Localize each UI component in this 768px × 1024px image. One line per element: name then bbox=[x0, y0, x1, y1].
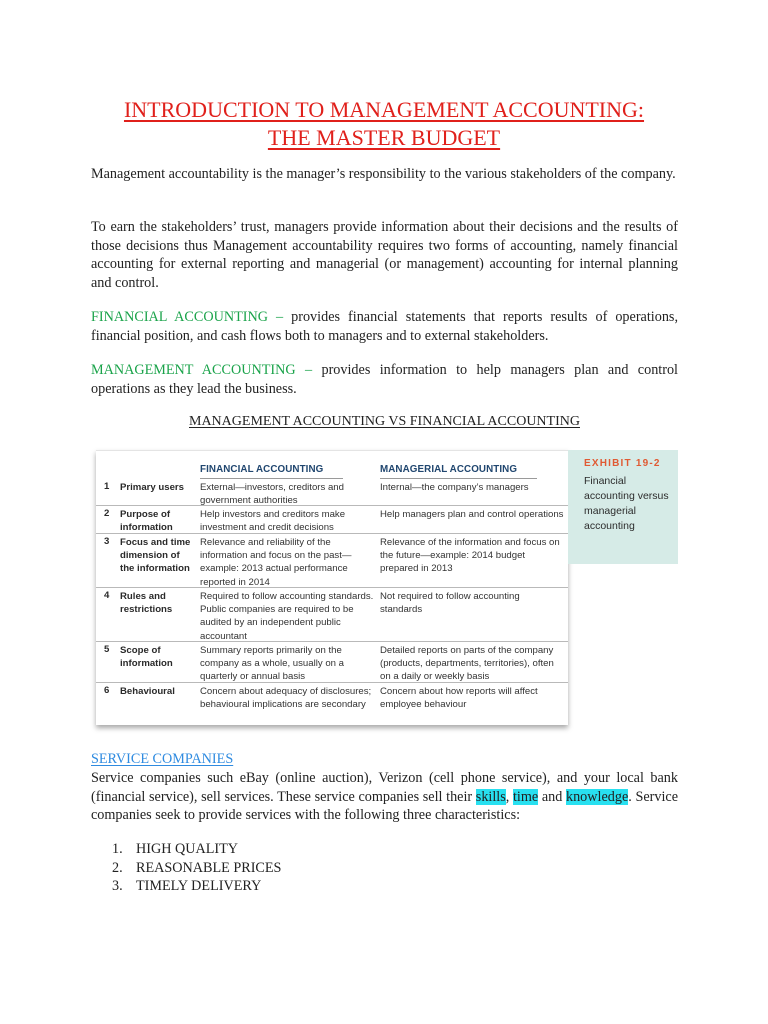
row-label: Behavioural bbox=[120, 686, 175, 697]
row-label: Purpose of information bbox=[120, 509, 173, 534]
exhibit-row bbox=[96, 505, 568, 534]
exhibit-row bbox=[96, 682, 568, 711]
row-label: Primary users bbox=[120, 482, 184, 493]
row-managerial: Help managers plan and control operations bbox=[380, 509, 564, 520]
row-label: Focus and time dimension of the information bbox=[120, 537, 191, 575]
column-header-financial: FINANCIAL ACCOUNTING bbox=[200, 464, 324, 475]
row-number: 4 bbox=[104, 590, 110, 601]
row-managerial: Concern about how reports will affect employee behaviour bbox=[380, 686, 538, 711]
row-number: 5 bbox=[104, 644, 110, 655]
row-managerial: Detailed reports on parts of the company (products, departments, territories), often on a daily or weekly basis bbox=[380, 645, 554, 683]
row-label: Scope of information bbox=[120, 645, 173, 670]
management-accounting-lead: MANAGEMENT ACCOUNTING – bbox=[91, 362, 313, 378]
list-number: 1. bbox=[112, 841, 123, 857]
page-title bbox=[60, 96, 708, 152]
title-line-1: INTRODUCTION TO MANAGEMENT ACCOUNTING: bbox=[123, 97, 645, 122]
row-number: 3 bbox=[104, 536, 110, 547]
highlight-time: time bbox=[512, 788, 539, 805]
highlight-knowledge: knowledge bbox=[565, 788, 629, 805]
list-text: REASONABLE PRICES bbox=[136, 859, 282, 876]
list-number: 2. bbox=[112, 859, 123, 876]
column-header-managerial: MANAGERIAL ACCOUNTING bbox=[380, 464, 518, 475]
row-number: 2 bbox=[104, 508, 110, 519]
title-line-2: THE MASTER BUDGET bbox=[267, 125, 501, 150]
characteristics-list bbox=[112, 840, 281, 896]
list-text: TIMELY DELIVERY bbox=[136, 878, 262, 894]
service-text-start: Service companies such eBay (online auction), Verizon (cell phone service), and your local bank (financial service), sell services. These service companies sell their bbox=[91, 770, 678, 805]
row-managerial: Internal—the company’s managers bbox=[380, 482, 529, 493]
exhibit-row bbox=[96, 533, 568, 588]
row-managerial: Relevance of the information and focus on the future—example: 2014 budget prepared in 2013 bbox=[380, 537, 560, 575]
row-managerial: Not required to follow accounting standards bbox=[380, 591, 520, 616]
row-financial: Relevance and reliability of the information and focus on the past—example: 2013 actual performance reported in 2014 bbox=[200, 537, 352, 588]
list-text: HIGH QUALITY bbox=[136, 841, 239, 857]
paragraph-management-accounting bbox=[91, 361, 678, 398]
list-item bbox=[112, 859, 281, 878]
row-label: Rules and restrictions bbox=[120, 591, 173, 616]
paragraph-service-companies bbox=[91, 769, 678, 825]
exhibit-row bbox=[96, 641, 568, 683]
management-accounting-text: provides information to help managers plan and control operations as they lead the business. bbox=[91, 362, 678, 397]
service-separator: and bbox=[538, 788, 566, 805]
row-financial: Required to follow accounting standards. Public companies are required to be audited by an independent public accountant bbox=[200, 591, 374, 642]
row-financial: Help investors and creditors make investment and credit decisions bbox=[200, 509, 346, 534]
exhibit-row bbox=[96, 587, 568, 642]
paragraph-financial-accounting bbox=[91, 308, 678, 345]
row-financial: Concern about adequacy of disclosures; behavioural implications are secondary bbox=[200, 686, 372, 711]
paragraph-accountability: Management accountability is the manager’s responsibility to the various stakeholders of the company. bbox=[91, 166, 676, 182]
service-separator: , bbox=[505, 788, 513, 805]
exhibit-caption-panel bbox=[568, 450, 678, 564]
paragraph-stakeholders: To earn the stakeholders’ trust, managers provide information about their decisions and the results of those decisions thus Management accountability requires two forms of accounting, namely financial accounting for external reporting and managerial (or management) accounting for internal planning and control. bbox=[91, 219, 678, 291]
row-number: 6 bbox=[104, 685, 110, 696]
row-financial: External—investors, creditors and government authorities bbox=[200, 482, 344, 507]
exhibit-table bbox=[96, 450, 568, 725]
list-item bbox=[112, 877, 281, 896]
highlight-skills: skills bbox=[475, 788, 506, 805]
comparison-heading: MANAGEMENT ACCOUNTING VS FINANCIAL ACCOUNTING bbox=[189, 414, 580, 429]
row-number: 1 bbox=[104, 481, 110, 492]
service-text-end: . Service companies seek to provide services with the following three characteristics: bbox=[91, 788, 678, 823]
exhibit-caption: Financial accounting versus managerial accounting bbox=[584, 475, 669, 532]
exhibit-number: EXHIBIT 19-2 bbox=[584, 458, 661, 469]
list-number: 3. bbox=[112, 878, 123, 894]
service-companies-heading[interactable]: SERVICE COMPANIES bbox=[91, 751, 234, 767]
list-item bbox=[112, 840, 281, 859]
financial-accounting-lead: FINANCIAL ACCOUNTING – bbox=[91, 309, 284, 325]
row-financial: Summary reports primarily on the company as a whole, usually on a quarterly or annual basis bbox=[200, 645, 344, 683]
financial-accounting-text: provides financial statements that reports results of operations, financial position, and cash flows both to managers and to external stakeholders. bbox=[91, 309, 678, 344]
